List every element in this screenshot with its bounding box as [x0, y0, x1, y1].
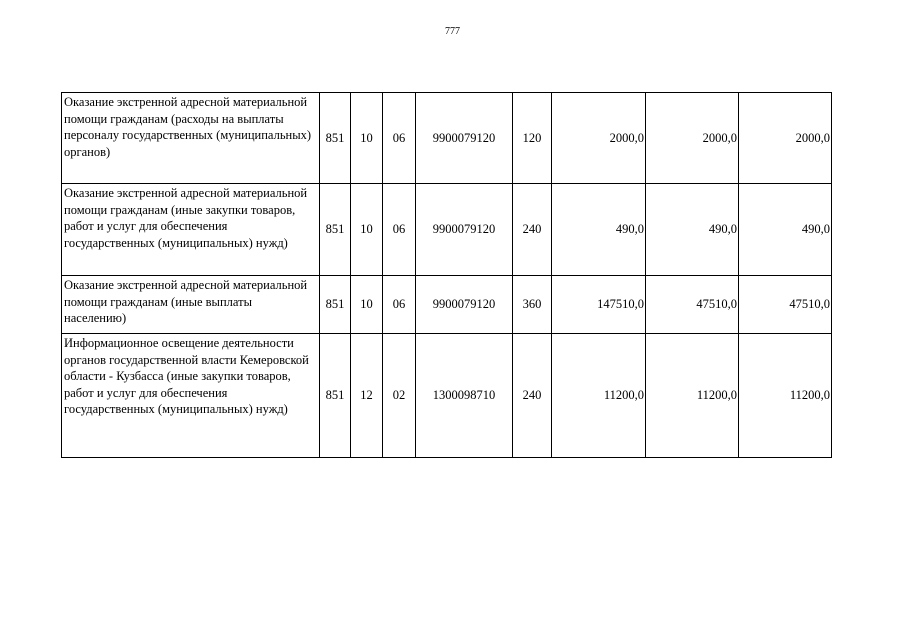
amount-year-2: 490,0	[646, 184, 739, 276]
ministry-code: 851	[320, 184, 351, 276]
subsection-code: 06	[383, 184, 416, 276]
target-article-code: 9900079120	[416, 93, 513, 184]
amount-year-2: 47510,0	[646, 276, 739, 334]
page-number: 777	[445, 26, 460, 37]
section-code: 12	[351, 334, 383, 458]
amount-year-1: 11200,0	[552, 334, 646, 458]
expense-type-code: 120	[513, 93, 552, 184]
target-article-code: 9900079120	[416, 184, 513, 276]
subsection-code: 02	[383, 334, 416, 458]
amount-year-3: 11200,0	[739, 334, 832, 458]
ministry-code: 851	[320, 334, 351, 458]
table-row	[62, 276, 832, 334]
row-description: Оказание экстренной адресной материальной помощи гражданам (иные выплаты населению)	[62, 276, 320, 334]
section-code: 10	[351, 93, 383, 184]
target-article-code: 9900079120	[416, 276, 513, 334]
row-description: Оказание экстренной адресной материальной помощи гражданам (расходы на выплаты персоналу государственных (муниципальных) органов)	[62, 93, 320, 184]
amount-year-3: 2000,0	[739, 93, 832, 184]
target-article-code: 1300098710	[416, 334, 513, 458]
section-code: 10	[351, 276, 383, 334]
amount-year-1: 490,0	[552, 184, 646, 276]
section-code: 10	[351, 184, 383, 276]
amount-year-1: 2000,0	[552, 93, 646, 184]
amount-year-1: 147510,0	[552, 276, 646, 334]
ministry-code: 851	[320, 93, 351, 184]
row-description: Информационное освещение деятельности органов государственной власти Кемеровской области - Кузбасса (иные закупки товаров, работ и услуг для обеспечения государственных (муниципальных) нужд)	[62, 334, 320, 458]
table-row	[62, 334, 832, 458]
ministry-code: 851	[320, 276, 351, 334]
expense-type-code: 240	[513, 184, 552, 276]
expense-type-code: 360	[513, 276, 552, 334]
amount-year-3: 47510,0	[739, 276, 832, 334]
expense-type-code: 240	[513, 334, 552, 458]
subsection-code: 06	[383, 93, 416, 184]
amount-year-3: 490,0	[739, 184, 832, 276]
subsection-code: 06	[383, 276, 416, 334]
amount-year-2: 11200,0	[646, 334, 739, 458]
row-description: Оказание экстренной адресной материальной помощи гражданам (иные закупки товаров, работ и услуг для обеспечения государственных (муниципальных) нужд)	[62, 184, 320, 276]
table-row	[62, 93, 832, 184]
budget-table	[61, 92, 832, 458]
amount-year-2: 2000,0	[646, 93, 739, 184]
table-row	[62, 184, 832, 276]
